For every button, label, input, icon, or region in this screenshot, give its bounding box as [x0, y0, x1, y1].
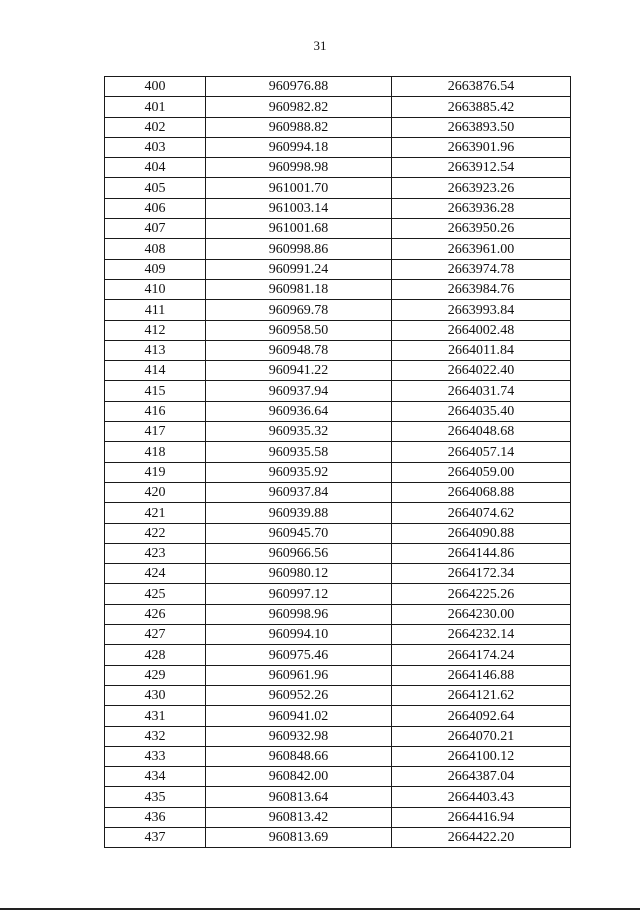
table-row [105, 604, 571, 624]
x-coordinate-cell: 960975.46 [206, 645, 392, 665]
table-row [105, 503, 571, 523]
y-coordinate-cell: 2664011.84 [392, 340, 571, 360]
table-row [105, 381, 571, 401]
y-coordinate-cell: 2664121.62 [392, 685, 571, 705]
x-coordinate-cell: 960976.88 [206, 77, 392, 97]
point-number-cell: 404 [105, 158, 206, 178]
table-row [105, 564, 571, 584]
point-number-cell: 422 [105, 523, 206, 543]
x-coordinate-cell: 960948.78 [206, 340, 392, 360]
coordinates-table-body [105, 77, 571, 848]
table-row [105, 422, 571, 442]
point-number-cell: 411 [105, 300, 206, 320]
table-row [105, 158, 571, 178]
x-coordinate-cell: 960941.22 [206, 361, 392, 381]
y-coordinate-cell: 2663912.54 [392, 158, 571, 178]
y-coordinate-cell: 2663993.84 [392, 300, 571, 320]
point-number-cell: 424 [105, 564, 206, 584]
table-row [105, 645, 571, 665]
point-number-cell: 437 [105, 827, 206, 847]
point-number-cell: 415 [105, 381, 206, 401]
x-coordinate-cell: 960937.84 [206, 482, 392, 502]
y-coordinate-cell: 2663974.78 [392, 259, 571, 279]
table-row [105, 340, 571, 360]
y-coordinate-cell: 2664074.62 [392, 503, 571, 523]
table-row [105, 746, 571, 766]
x-coordinate-cell: 960935.32 [206, 422, 392, 442]
table-row [105, 787, 571, 807]
point-number-cell: 423 [105, 543, 206, 563]
y-coordinate-cell: 2663984.76 [392, 279, 571, 299]
table-row [105, 97, 571, 117]
point-number-cell: 426 [105, 604, 206, 624]
table-row [105, 117, 571, 137]
x-coordinate-cell: 960969.78 [206, 300, 392, 320]
table-row [105, 584, 571, 604]
point-number-cell: 430 [105, 685, 206, 705]
x-coordinate-cell: 960937.94 [206, 381, 392, 401]
y-coordinate-cell: 2664387.04 [392, 767, 571, 787]
y-coordinate-cell: 2663893.50 [392, 117, 571, 137]
point-number-cell: 412 [105, 320, 206, 340]
x-coordinate-cell: 960842.00 [206, 767, 392, 787]
y-coordinate-cell: 2663885.42 [392, 97, 571, 117]
point-number-cell: 405 [105, 178, 206, 198]
x-coordinate-cell: 961001.70 [206, 178, 392, 198]
point-number-cell: 401 [105, 97, 206, 117]
x-coordinate-cell: 960936.64 [206, 401, 392, 421]
y-coordinate-cell: 2663923.26 [392, 178, 571, 198]
point-number-cell: 428 [105, 645, 206, 665]
point-number-cell: 427 [105, 625, 206, 645]
table-row [105, 482, 571, 502]
y-coordinate-cell: 2664416.94 [392, 807, 571, 827]
table-row [105, 625, 571, 645]
x-coordinate-cell: 960998.96 [206, 604, 392, 624]
x-coordinate-cell: 960813.69 [206, 827, 392, 847]
table-row [105, 401, 571, 421]
y-coordinate-cell: 2664002.48 [392, 320, 571, 340]
table-row [105, 462, 571, 482]
y-coordinate-cell: 2664048.68 [392, 422, 571, 442]
point-number-cell: 434 [105, 767, 206, 787]
table-row [105, 320, 571, 340]
y-coordinate-cell: 2664031.74 [392, 381, 571, 401]
point-number-cell: 433 [105, 746, 206, 766]
point-number-cell: 413 [105, 340, 206, 360]
y-coordinate-cell: 2664059.00 [392, 462, 571, 482]
point-number-cell: 418 [105, 442, 206, 462]
point-number-cell: 425 [105, 584, 206, 604]
point-number-cell: 406 [105, 198, 206, 218]
y-coordinate-cell: 2663876.54 [392, 77, 571, 97]
x-coordinate-cell: 961001.68 [206, 219, 392, 239]
y-coordinate-cell: 2664092.64 [392, 706, 571, 726]
table-row [105, 767, 571, 787]
y-coordinate-cell: 2664144.86 [392, 543, 571, 563]
table-row [105, 259, 571, 279]
x-coordinate-cell: 960998.98 [206, 158, 392, 178]
point-number-cell: 417 [105, 422, 206, 442]
x-coordinate-cell: 960991.24 [206, 259, 392, 279]
bottom-rule [0, 908, 640, 910]
table-row [105, 178, 571, 198]
x-coordinate-cell: 960945.70 [206, 523, 392, 543]
y-coordinate-cell: 2664090.88 [392, 523, 571, 543]
page-number: 31 [313, 38, 327, 53]
x-coordinate-cell: 960994.10 [206, 625, 392, 645]
x-coordinate-cell: 960935.58 [206, 442, 392, 462]
table-row [105, 137, 571, 157]
x-coordinate-cell: 960988.82 [206, 117, 392, 137]
table-row [105, 523, 571, 543]
point-number-cell: 432 [105, 726, 206, 746]
coordinates-table [104, 76, 571, 848]
x-coordinate-cell: 960982.82 [206, 97, 392, 117]
x-coordinate-cell: 960994.18 [206, 137, 392, 157]
y-coordinate-cell: 2663901.96 [392, 137, 571, 157]
y-coordinate-cell: 2664068.88 [392, 482, 571, 502]
y-coordinate-cell: 2664403.43 [392, 787, 571, 807]
y-coordinate-cell: 2664230.00 [392, 604, 571, 624]
point-number-cell: 407 [105, 219, 206, 239]
x-coordinate-cell: 960997.12 [206, 584, 392, 604]
x-coordinate-cell: 960980.12 [206, 564, 392, 584]
table-row [105, 685, 571, 705]
x-coordinate-cell: 960935.92 [206, 462, 392, 482]
x-coordinate-cell: 960952.26 [206, 685, 392, 705]
point-number-cell: 414 [105, 361, 206, 381]
x-coordinate-cell: 960941.02 [206, 706, 392, 726]
table-row [105, 239, 571, 259]
table-row [105, 198, 571, 218]
point-number-cell: 402 [105, 117, 206, 137]
y-coordinate-cell: 2664035.40 [392, 401, 571, 421]
table-row [105, 361, 571, 381]
point-number-cell: 436 [105, 807, 206, 827]
point-number-cell: 431 [105, 706, 206, 726]
x-coordinate-cell: 960961.96 [206, 665, 392, 685]
x-coordinate-cell: 960998.86 [206, 239, 392, 259]
y-coordinate-cell: 2664232.14 [392, 625, 571, 645]
point-number-cell: 419 [105, 462, 206, 482]
point-number-cell: 416 [105, 401, 206, 421]
point-number-cell: 408 [105, 239, 206, 259]
point-number-cell: 420 [105, 482, 206, 502]
y-coordinate-cell: 2663936.28 [392, 198, 571, 218]
table-row [105, 706, 571, 726]
table-row [105, 726, 571, 746]
y-coordinate-cell: 2664225.26 [392, 584, 571, 604]
x-coordinate-cell: 960981.18 [206, 279, 392, 299]
table-row [105, 300, 571, 320]
point-number-cell: 400 [105, 77, 206, 97]
x-coordinate-cell: 960813.64 [206, 787, 392, 807]
point-number-cell: 421 [105, 503, 206, 523]
y-coordinate-cell: 2664022.40 [392, 361, 571, 381]
y-coordinate-cell: 2664070.21 [392, 726, 571, 746]
y-coordinate-cell: 2664174.24 [392, 645, 571, 665]
table-row [105, 442, 571, 462]
point-number-cell: 403 [105, 137, 206, 157]
table-row [105, 77, 571, 97]
point-number-cell: 429 [105, 665, 206, 685]
x-coordinate-cell: 960958.50 [206, 320, 392, 340]
x-coordinate-cell: 960932.98 [206, 726, 392, 746]
table-row [105, 543, 571, 563]
point-number-cell: 435 [105, 787, 206, 807]
point-number-cell: 409 [105, 259, 206, 279]
y-coordinate-cell: 2664100.12 [392, 746, 571, 766]
y-coordinate-cell: 2664422.20 [392, 827, 571, 847]
table-row [105, 665, 571, 685]
table-row [105, 219, 571, 239]
y-coordinate-cell: 2664172.34 [392, 564, 571, 584]
x-coordinate-cell: 960939.88 [206, 503, 392, 523]
x-coordinate-cell: 960966.56 [206, 543, 392, 563]
x-coordinate-cell: 961003.14 [206, 198, 392, 218]
point-number-cell: 410 [105, 279, 206, 299]
y-coordinate-cell: 2664057.14 [392, 442, 571, 462]
table-row [105, 279, 571, 299]
y-coordinate-cell: 2663961.00 [392, 239, 571, 259]
table-row [105, 807, 571, 827]
x-coordinate-cell: 960848.66 [206, 746, 392, 766]
table-row [105, 827, 571, 847]
y-coordinate-cell: 2664146.88 [392, 665, 571, 685]
x-coordinate-cell: 960813.42 [206, 807, 392, 827]
y-coordinate-cell: 2663950.26 [392, 219, 571, 239]
